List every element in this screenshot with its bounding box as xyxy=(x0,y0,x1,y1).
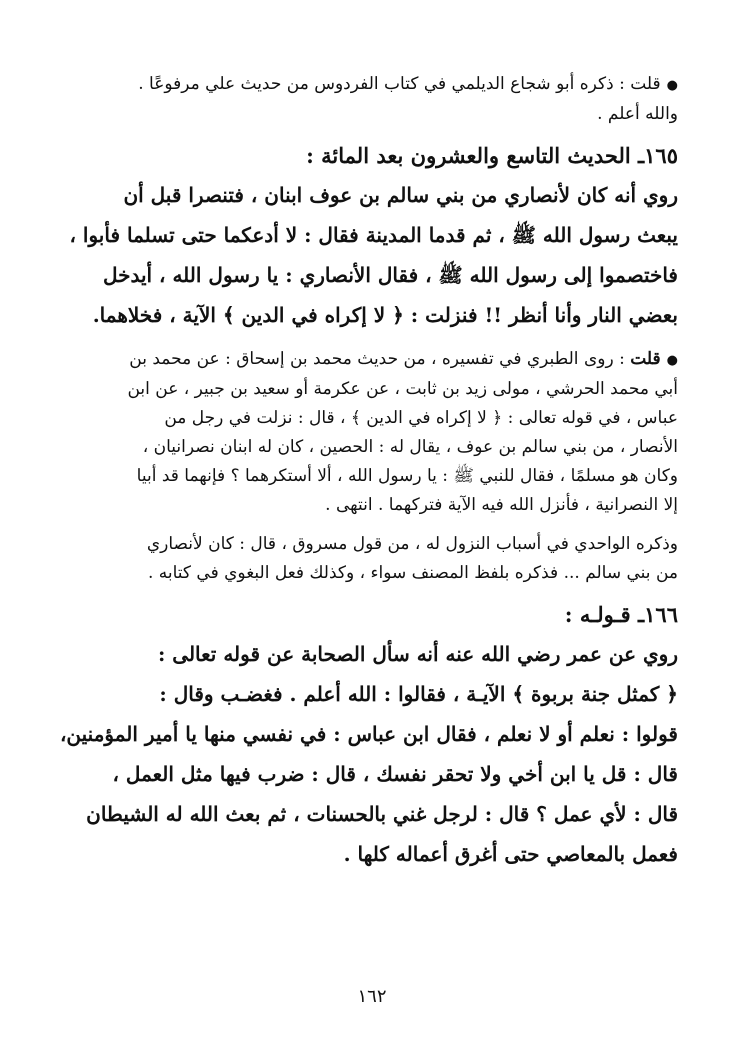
page-number: ١٦٢ xyxy=(357,986,387,1007)
commentary-line: ● قلت : روى الطبري في تفسيره ، من حديث محمد بن إسحاق : عن محمد بن xyxy=(52,345,678,375)
bullet-icon xyxy=(661,349,678,369)
intro-note-line: ● قلت : ذكره أبو شجاع الديلمي في كتاب الفردوس من حديث علي مرفوعًا . xyxy=(52,70,678,100)
commentary-line: من بني سالم ... فذكره بلفظ المصنف سواء ، وكذلك فعل البغوي في كتابه . xyxy=(147,563,678,583)
commentary-line: الأنصار ، من بني سالم بن عوف ، يقال له : الحصين ، كان له ابنان نصرانيان ، xyxy=(142,437,678,457)
hadith-166-text xyxy=(52,634,678,874)
hadith-166-line: قال : لأي عمل ؟ قال : لرجل غني بالحسنات ، ثم بعث الله له الشيطان xyxy=(86,802,678,826)
intro-note xyxy=(52,70,678,129)
hadith-165-line: فاختصموا إلى رسول الله ﷺ ، فقال الأنصاري : يا رسول الله ، أيدخل xyxy=(102,263,678,287)
commentary-line: عباس ، في قوله تعالى : ﴿ لا إكراه في الدين ﴾ ، قال : نزلت في رجل من xyxy=(164,408,678,428)
hadith-165-heading: ١٦٥ـ الحديث التاسع والعشرون بعد المائة : xyxy=(306,143,678,168)
bullet-icon xyxy=(661,74,678,94)
commentary-line: وذكره الواحدي في أسباب النزول له ، من قول مسروق ، قال : كان لأنصاري xyxy=(146,534,678,554)
hadith-166-heading: ١٦٦ـ قـولـه : xyxy=(564,602,678,627)
commentary-line: وكان هو مسلمًا ، فقال للنبي ﷺ : يا رسول الله ، ألا أستكرهما ؟ فإنهما قد أبيا xyxy=(136,466,678,486)
page-body xyxy=(52,70,678,874)
commentary-165-second xyxy=(52,530,678,588)
hadith-166-line: قال : قل يا ابن أخي ولا تحقر نفسك ، قال : ضرب فيها مثل العمل ، xyxy=(112,762,678,786)
hadith-166-line: ﴿ كمثل جنة بربوة ﴾ الآيـة ، فقالوا : الله أعلم . فغضـب وقال : xyxy=(159,682,678,706)
hadith-165-text xyxy=(52,175,678,335)
commentary-line: إلا النصرانية ، فأنزل الله فيه الآية فتركهما . انتهى . xyxy=(325,495,678,515)
commentary-lead: قلت xyxy=(630,349,661,369)
commentary-165 xyxy=(52,345,678,520)
commentary-line: أبي محمد الحرشي ، مولى زيد بن ثابت ، عن عكرمة أو سعيد بن جبير ، عن ابن xyxy=(127,379,678,399)
hadith-165-line: روي أنه كان لأنصاري من بني سالم بن عوف ابنان ، فتنصرا قبل أن xyxy=(123,183,678,207)
hadith-166-line: فعمل بالمعاصي حتى أغرق أعماله كلها . xyxy=(343,842,678,866)
intro-note-line: والله أعلم . xyxy=(597,104,678,124)
hadith-166-line: قولوا : نعلم أو لا نعلم ، فقال ابن عباس : في نفسي منها يا أمير المؤمنين، xyxy=(59,722,678,746)
hadith-166-line: روي عن عمر رضي الله عنه أنه سأل الصحابة عن قوله تعالى : xyxy=(157,642,678,666)
hadith-165-line: بعضي النار وأنا أنظر !! فنزلت : ﴿ لا إكراه في الدين ﴾ الآية ، فخلاهما. xyxy=(92,303,678,327)
hadith-165-line: يبعث رسول الله ﷺ ، ثم قدما المدينة فقال : لا أدعكما حتى تسلما فأبوا ، xyxy=(69,223,678,247)
